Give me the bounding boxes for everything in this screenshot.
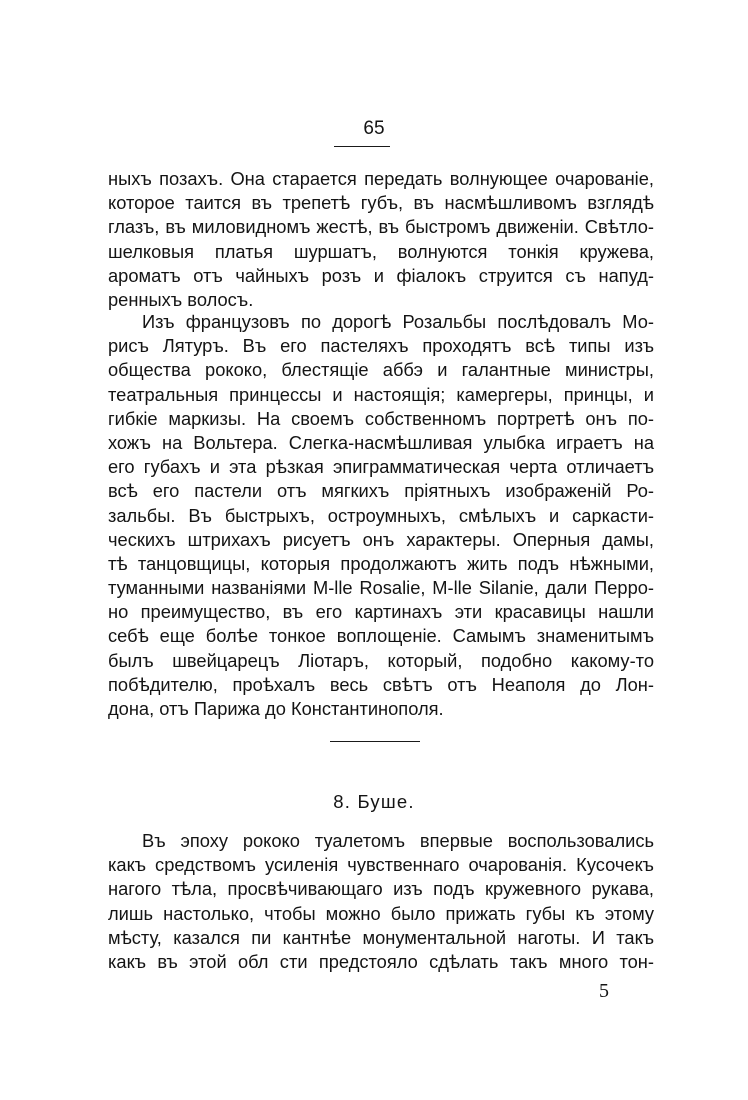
text-line: но преимущество, въ его картинахъ эти красавицы нашли xyxy=(108,601,654,623)
text-line: рисъ Лятуръ. Въ его пастеляхъ проходятъ всѣ типы изъ xyxy=(108,335,654,357)
text-line: туманными названіями M-lle Rosalie, M-lle Silanie, дали Перро- xyxy=(108,577,654,599)
text-line: побѣдителю, проѣхалъ весь свѣтъ отъ Неаполя до Лон- xyxy=(108,673,654,695)
text-line: гибкіе маркизы. На своемъ собственномъ портретѣ онъ по- xyxy=(108,407,654,429)
text-line: его губахъ и эта рѣзкая эпиграмматическая черта отличаетъ xyxy=(108,456,654,478)
text-line: шелковыя платья шуршатъ, волнуются тонкія кружева, xyxy=(108,240,654,262)
text-line: лишь настолько, чтобы можно было прижать губы къ этому xyxy=(108,902,654,924)
text-line: себѣ еще болѣе тонкое воплощеніе. Самымъ знаменитымъ xyxy=(108,625,654,647)
text-line: ароматъ отъ чайныхъ розъ и фіалокъ струится съ напуд- xyxy=(108,264,654,286)
signature-mark: 5 xyxy=(599,980,609,1002)
text-line: дона, отъ Парижа до Константинополя. xyxy=(108,698,444,719)
section-divider xyxy=(330,741,420,742)
text-line: всѣ его пастели отъ мягкихъ пріятныхъ изображеній Ро- xyxy=(108,480,654,502)
text-line: какъ въ этой обл сти предстояло сдѣлать такъ много тон- xyxy=(108,950,654,972)
text-line: которое таится въ трепетѣ губъ, въ насмѣшливомъ взглядѣ xyxy=(108,192,654,214)
page-number: 65 xyxy=(363,118,385,139)
text-line: ческихъ штрихахъ рисуетъ онъ характеры. Оперныя дамы, xyxy=(108,528,654,550)
text-line: ренныхъ волосъ. xyxy=(108,288,254,310)
text-line: нагого тѣла, просвѣчивающаго изъ подъ кружевного рукава, xyxy=(108,878,654,900)
text-line: общества рококо, блестящіе аббэ и галантные министры, xyxy=(108,359,654,381)
text-line: хожъ на Вольтера. Слегка-насмѣшливая улыбка играетъ на xyxy=(108,431,654,453)
text-line: Въ эпоху рококо туалетомъ впервые воспользовались xyxy=(142,830,654,851)
page-number-underline xyxy=(334,146,390,147)
text-line: зальбы. Въ быстрыхъ, остроумныхъ, смѣлыхъ и саркасти- xyxy=(108,504,654,526)
paragraph-continued xyxy=(108,167,654,312)
text-line: театральныя принцессы и настоящія; камергеры, принцы, и xyxy=(108,383,654,405)
text-line: Изъ французовъ по дорогѣ Розальбы послѣдовалъ Мо- xyxy=(142,311,654,332)
text-line: былъ швейцарецъ Ліотаръ, который, подобно какому-то xyxy=(108,649,654,671)
text-line: тѣ танцовщицы, которыя продолжаютъ жить подъ нѣжными, xyxy=(108,552,654,574)
text-line: какъ средствомъ усиленія чувственнаго очарованія. Кусочекъ xyxy=(108,854,654,876)
paragraph-latour xyxy=(108,310,654,721)
section-title: 8. Буше. xyxy=(333,791,415,812)
paragraph-boucher xyxy=(108,829,654,974)
text-line: мѣсту, казался пи кантнѣе монументальной наготы. И такъ xyxy=(108,926,654,948)
text-line: ныхъ позахъ. Она старается передать волнующее очарованіе, xyxy=(108,168,654,189)
text-line: глазъ, въ миловидномъ жестѣ, въ быстромъ движеніи. Свѣтло- xyxy=(108,216,654,238)
